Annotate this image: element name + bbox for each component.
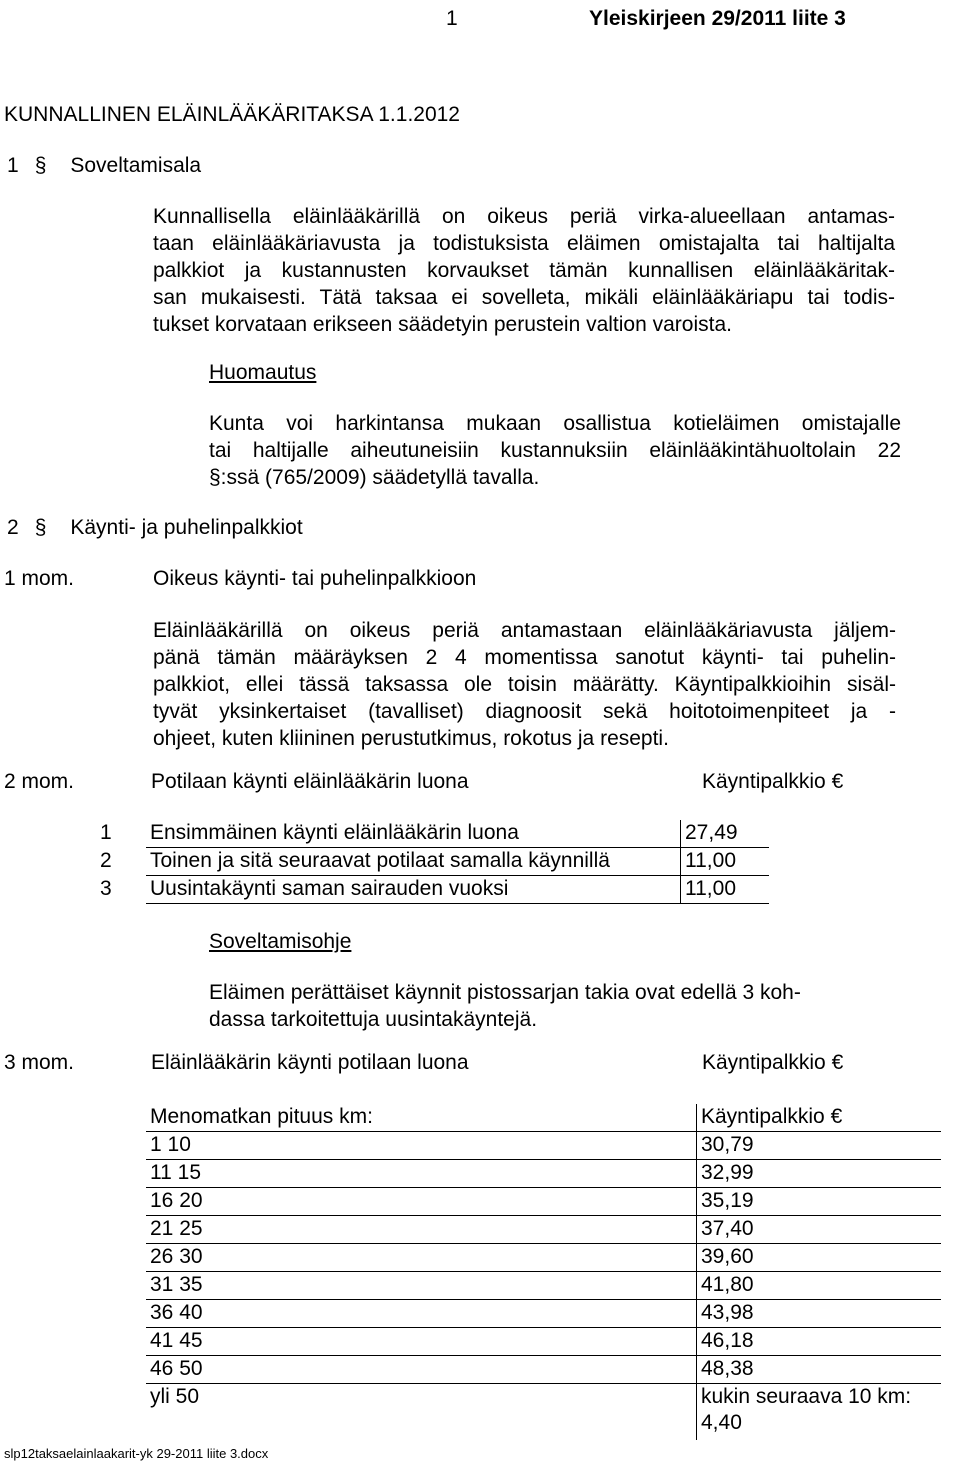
document-header-title: Yleiskirjeen 29/2011 liite 3: [589, 7, 846, 30]
mom-3-label: 3 mom.: [4, 1051, 75, 1074]
row-distance: 36 40: [146, 1300, 697, 1328]
table-row: [146, 1188, 941, 1216]
row-fee: 35,19: [697, 1188, 942, 1216]
note-paragraph: [209, 410, 901, 491]
table-row: [96, 848, 769, 876]
mom-3-heading: Eläinlääkärin käynti potilaan luona: [151, 1051, 469, 1074]
row-fee: 32,99: [697, 1160, 942, 1188]
page-number: 1: [446, 7, 458, 30]
row-fee: 27,49: [681, 820, 770, 848]
table-row: [146, 1272, 941, 1300]
paragraph-line: tukset korvataan erikseen säädetyin perustein valtion varoista.: [153, 313, 732, 336]
mom-3-fee-header: Käyntipalkkio €: [702, 1051, 844, 1074]
row-distance: 31 35: [146, 1272, 697, 1300]
row-fee: 39,60: [697, 1244, 942, 1272]
guide-line: Eläimen perättäiset käynnit pistossarjan takia ovat edellä 3 koh-: [209, 981, 801, 1004]
paragraph-line: san mukaisesti. Tätä taksaa ei sovelleta, mikäli eläinlääkäriapu tai todis-: [153, 286, 895, 309]
mom-1-paragraph: [153, 617, 896, 752]
table-row: [146, 1244, 941, 1272]
table-row: [146, 1384, 941, 1441]
table-row: [96, 876, 769, 904]
mom-2-fee-header: Käyntipalkkio €: [702, 770, 844, 793]
row-distance: 11 15: [146, 1160, 697, 1188]
row-number: 3: [100, 876, 112, 900]
row-fee: 30,79: [697, 1132, 942, 1160]
row-fee: 11,00: [681, 848, 770, 876]
row-number: 2: [100, 848, 112, 872]
row-number: 1: [100, 821, 112, 844]
note-line: tai haltijalle aiheutuneisiin kustannuksiin eläinlääkintähuoltolain 22: [209, 439, 901, 462]
table-row: [146, 1356, 941, 1384]
row-fee: 37,40: [697, 1216, 942, 1244]
column-header-distance: Menomatkan pituus km:: [146, 1104, 697, 1132]
note-heading: Huomautus: [209, 361, 317, 384]
table-row: [146, 1160, 941, 1188]
paragraph-line: pänä tämän määräyksen 2 4 momentissa sanotut käynti- tai puhelin-: [153, 646, 896, 669]
section-2-heading: [7, 514, 303, 541]
section-number: 1: [7, 154, 19, 177]
row-distance: 41 45: [146, 1328, 697, 1356]
paragraph-line: palkkiot ja kustannusten korvaukset tämän kunnallisen eläinlääkäritak-: [153, 259, 895, 282]
euro-icon: €: [830, 1105, 843, 1128]
table-row: [146, 1216, 941, 1244]
section-title: Soveltamisala: [70, 154, 202, 177]
euro-icon: €: [831, 770, 844, 793]
note-line: Kunta voi harkintansa mukaan osallistua kotieläimen omistajalle: [209, 412, 901, 435]
row-distance: yli 50: [146, 1384, 697, 1441]
euro-icon: €: [831, 1051, 844, 1074]
paragraph-line: Kunnallisella eläinlääkärillä on oikeus periä virka-alueellaan antamas-: [153, 205, 895, 228]
section-1-heading: [7, 152, 201, 179]
section-1-paragraph: [153, 203, 895, 338]
table-row: [146, 1300, 941, 1328]
row-distance: 26 30: [146, 1244, 697, 1272]
mom-3-fee-table: [146, 1104, 941, 1440]
guide-paragraph: [209, 979, 801, 1033]
table-header-row: [146, 1104, 941, 1132]
table-row: [146, 1132, 941, 1160]
section-number: 2: [7, 516, 19, 539]
row-fee: 43,98: [697, 1300, 942, 1328]
paragraph-line: tyvät yksinkertaiset (tavalliset) diagnoosit sekä hoitotoimenpiteet ja -: [153, 700, 896, 723]
guide-line: dassa tarkoitettuja uusintakäyntejä.: [209, 1008, 538, 1031]
section-title: Käynti- ja puhelinpalkkiot: [70, 516, 303, 539]
mom-2-label: 2 mom.: [4, 770, 75, 793]
mom-1-heading: Oikeus käynti- tai puhelinpalkkioon: [153, 567, 477, 590]
mom-2-heading: Potilaan käynti eläinlääkärin luona: [151, 770, 469, 793]
table-row: [96, 820, 769, 848]
row-description: Ensimmäinen käynti eläinlääkärin luona: [146, 820, 681, 848]
row-distance: 46 50: [146, 1356, 697, 1384]
row-fee: 11,00: [681, 876, 770, 904]
column-header-fee: Käyntipalkkio €: [697, 1104, 942, 1132]
section-symbol: §: [34, 516, 47, 539]
row-fee: 48,38: [697, 1356, 942, 1384]
row-description: Toinen ja sitä seuraavat potilaat samalla käynnillä: [146, 848, 681, 876]
section-symbol: §: [34, 154, 47, 177]
paragraph-line: Eläinlääkärillä on oikeus periä antamastaan eläinlääkäriavusta jäljem-: [153, 619, 896, 642]
footer-filename: slp12taksaelainlaakarit-yk 29-2011 liite 3.docx: [4, 1446, 269, 1461]
guide-heading: Soveltamisohje: [209, 930, 352, 953]
row-distance: 16 20: [146, 1188, 697, 1216]
row-distance: 21 25: [146, 1216, 697, 1244]
row-distance: 1 10: [146, 1132, 697, 1160]
paragraph-line: palkkiot, ellei tässä taksassa ole toisin määrätty. Käyntipalkkioihin sisäl-: [153, 673, 896, 696]
table-row: [146, 1328, 941, 1356]
document-title: KUNNALLINEN ELÄINLÄÄKÄRITAKSA 1.1.2012: [4, 103, 460, 126]
paragraph-line: ohjeet, kuten kliininen perustutkimus, rokotus ja resepti.: [153, 727, 669, 750]
note-line: §:ssä (765/2009) säädetyllä tavalla.: [209, 466, 540, 489]
row-fee: 41,80: [697, 1272, 942, 1300]
row-fee: 46,18: [697, 1328, 942, 1356]
row-description: Uusintakäynti saman sairauden vuoksi: [146, 876, 681, 904]
paragraph-line: taan eläinlääkäriavusta ja todistuksista eläimen omistajalta tai haltijalta: [153, 232, 895, 255]
mom-2-fee-table: [96, 820, 769, 904]
row-fee: kukin seuraava 10 km: 4,40: [701, 1385, 912, 1434]
mom-1-label: 1 mom.: [4, 567, 75, 590]
